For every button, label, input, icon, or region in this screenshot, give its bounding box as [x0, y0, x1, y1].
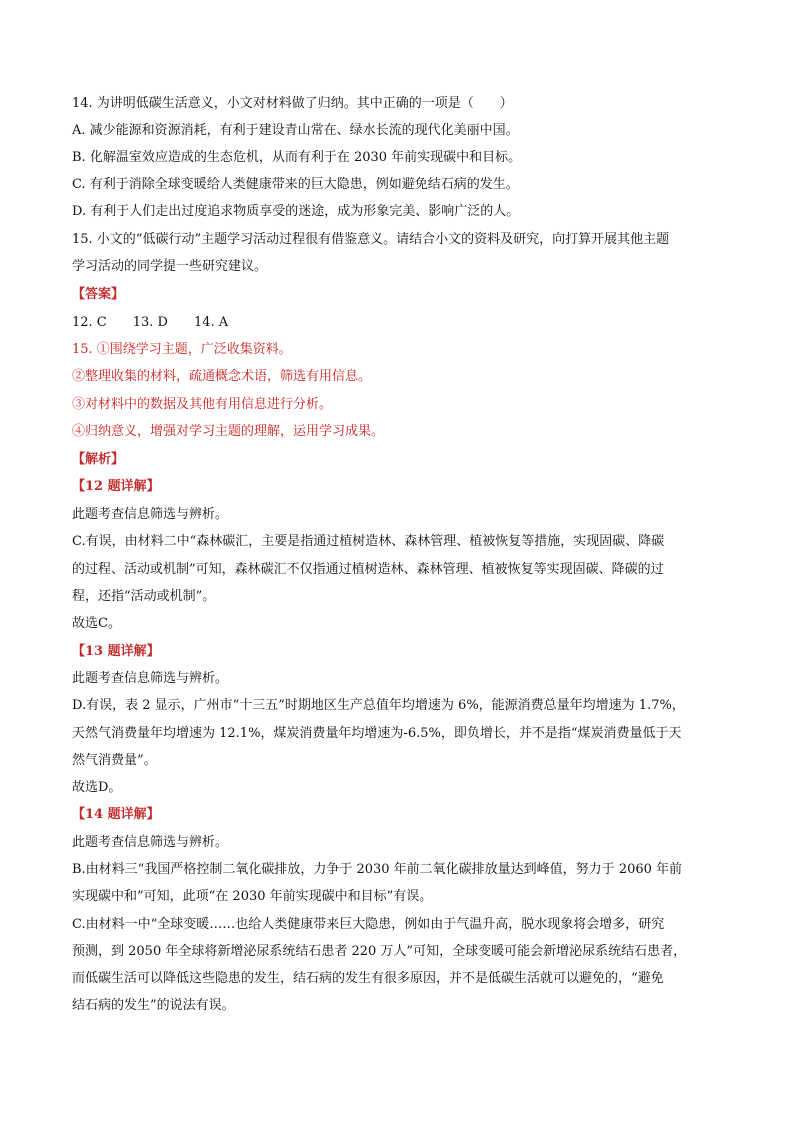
analysis-12-line: 此题考查信息筛选与辨析。 [72, 507, 229, 522]
analysis-12-conclusion: 故选C。 [72, 616, 121, 631]
answer-15-point-3: ③对材料中的数据及其他有用信息进行分析。 [72, 397, 333, 412]
analysis-13-line: 天然气消费量年均增速为 12.1%，煤炭消费量年均增速为-6.5%，即负增长，并不是指“煤炭消费量低于天 [72, 726, 682, 741]
question-15-stem-line-2: 学习活动的同学提一些研究建议。 [72, 259, 268, 274]
analysis-12-heading: 【12 题详解】 [72, 479, 160, 494]
analysis-14-line: 而低碳生活可以降低这些隐患的发生，结石病的发生有很多原因，并不是低碳生活就可以避免的，“避免 [72, 971, 664, 986]
analysis-14-heading: 【14 题详解】 [72, 807, 160, 822]
answer-15-point-1: 15. ①围绕学习主题，广泛收集资料。 [72, 342, 292, 357]
analysis-14-line: 结石病的发生”的说法有误。 [72, 998, 235, 1013]
question-15-stem-line-1: 15. 小文的“低碳行动”主题学习活动过程很有借鉴意义。请结合小文的资料及研究，向打算开展其他主题 [72, 232, 670, 247]
analysis-12-line: 的过程、活动或机制”可知，森林碳汇不仅指通过植树造林、森林管理、植被恢复等实现固碳、降碳的过 [72, 562, 664, 577]
question-14-option-b: B. 化解温室效应造成的生态危机，从而有利于在 2030 年前实现碳中和目标。 [72, 150, 522, 165]
analysis-14-line: C.由材料一中“全球变暖……也给人类健康带来巨大隐患，例如由于气温升高，脱水现象将会增多，研究 [72, 917, 665, 932]
answer-15-point-4: ④归纳意义，增强对学习主题的理解，运用学习成果。 [72, 424, 385, 439]
analysis-13-conclusion: 故选D。 [72, 780, 122, 795]
question-14-option-d: D. 有利于人们走出过度追求物质享受的迷途，成为形象完美、影响广泛的人。 [72, 204, 520, 219]
question-14-stem: 14. 为讲明低碳生活意义，小文对材料做了归纳。其中正确的一项是（ ） [72, 96, 513, 111]
question-14-option-c: C. 有利于消除全球变暖给人类健康带来的巨大隐患，例如避免结石病的发生。 [72, 177, 519, 192]
analysis-13-line: 然气消费量”。 [72, 753, 157, 768]
question-14-option-a: A. 减少能源和资源消耗，有利于建设青山常在、绿水长流的现代化美丽中国。 [72, 123, 519, 138]
analysis-14-line: 预测，到 2050 年全球将新增泌尿系统结石患者 220 万人”可知，全球变暖可能会新增泌尿系统结石患者， [72, 944, 687, 959]
analysis-14-line: 此题考查信息筛选与辨析。 [72, 835, 229, 850]
answer-15-point-2: ②整理收集的材料，疏通概念术语，筛选有用信息。 [72, 369, 372, 384]
analysis-13-line: 此题考查信息筛选与辨析。 [72, 671, 229, 686]
answer-choices: 12. C 13. D 14. A [72, 315, 229, 330]
analysis-heading: 【解析】 [72, 452, 125, 467]
analysis-12-line: 程，还指“活动或机制”。 [72, 589, 216, 604]
analysis-13-heading: 【13 题详解】 [72, 644, 160, 659]
analysis-12-line: C.有误，由材料二中“森林碳汇，主要是指通过植树造林、森林管理、植被恢复等措施，实现固碳、降碳 [72, 534, 665, 549]
analysis-13-line: D.有误，表 2 显示，广州市“十三五”时期地区生产总值年均增速为 6%，能源消费总量年均增速为 1.7%， [72, 698, 685, 713]
analysis-14-line: 实现碳中和”可知，此项“在 2030 年前实现碳中和目标”有误。 [72, 889, 433, 904]
answer-heading: 【答案】 [72, 287, 125, 302]
analysis-14-line: B.由材料三“我国严格控制二氧化碳排放，力争于 2030 年前二氧化碳排放量达到峰值，努力于 2060 年前 [72, 862, 683, 877]
